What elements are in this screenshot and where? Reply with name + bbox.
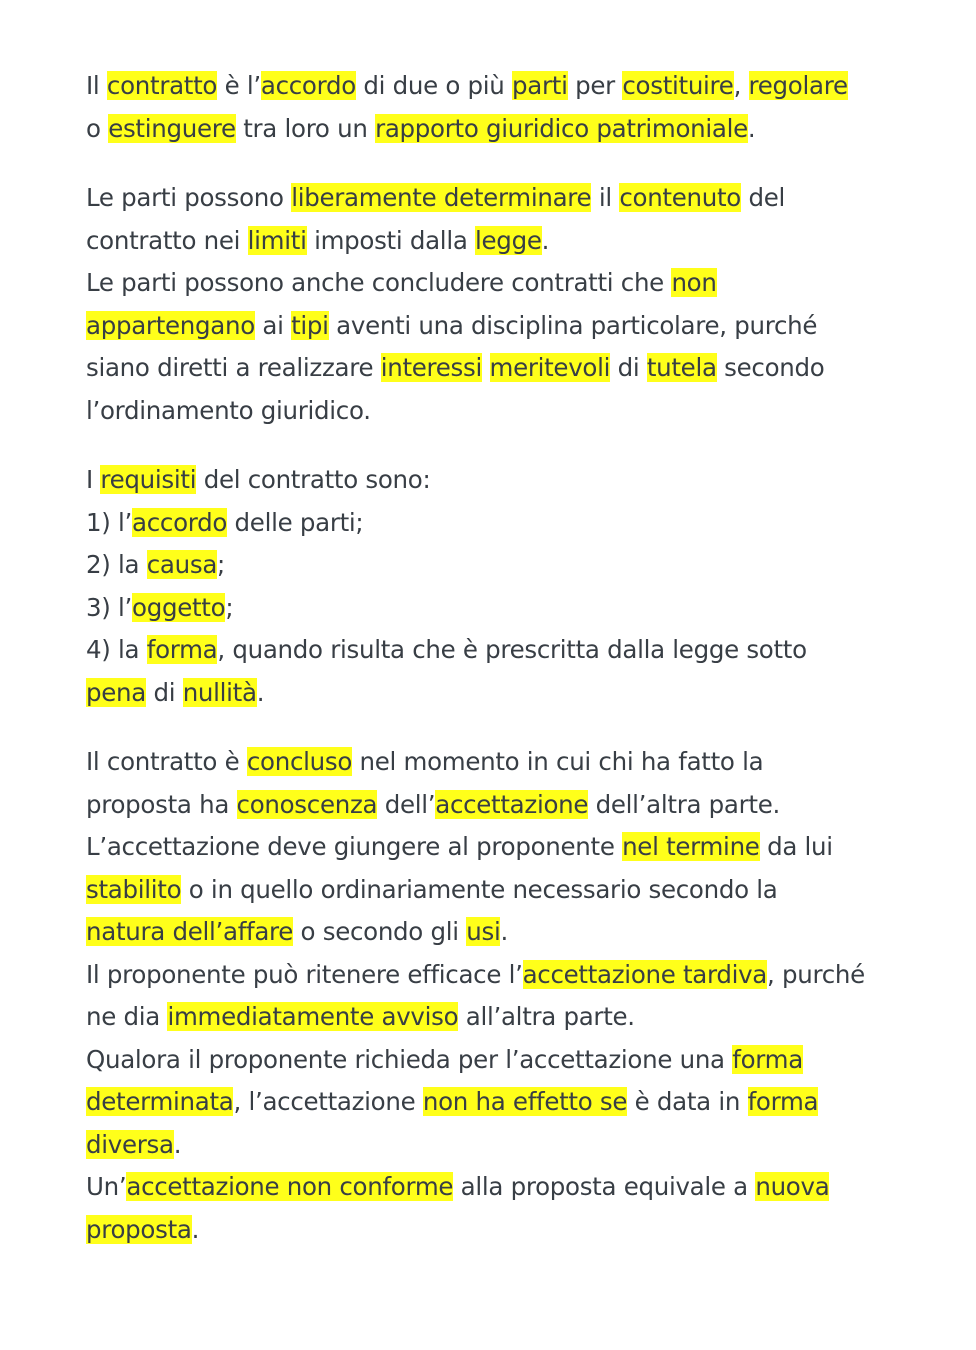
document-page: [86, 65, 946, 1278]
text-segment: ;: [217, 550, 226, 579]
text-segment: dell’: [377, 789, 436, 819]
highlighted-term: forma: [732, 1044, 803, 1074]
text-segment: 4) la: [86, 635, 147, 664]
highlighted-term: estinguere: [108, 113, 236, 143]
text-segment: .: [173, 1129, 182, 1159]
highlighted-term: parti: [512, 71, 568, 100]
text-line: [86, 220, 946, 263]
text-segment: del: [740, 183, 785, 212]
highlighted-term: oggetto: [132, 592, 226, 622]
text-segment: imposti dalla: [306, 225, 476, 255]
highlighted-term: contenuto: [619, 183, 741, 212]
text-segment: [482, 353, 490, 382]
text-segment: .: [191, 1214, 200, 1244]
highlighted-term: usi: [466, 917, 501, 946]
text-segment: 3) l’: [86, 592, 133, 622]
text-segment: ,: [733, 71, 749, 100]
highlighted-term: appartengano: [86, 310, 255, 340]
highlighted-term: costituire: [622, 71, 734, 100]
text-segment: .: [500, 917, 508, 946]
paragraph: [86, 741, 946, 1251]
highlighted-term: accordo: [132, 507, 228, 537]
highlighted-term: stabilito: [86, 874, 182, 904]
text-segment: di due o più: [355, 71, 513, 100]
text-line: [86, 629, 946, 672]
text-segment: Il contratto è: [86, 747, 247, 776]
highlighted-term: concluso: [246, 747, 353, 776]
highlighted-term: regolare: [748, 71, 848, 100]
paragraph: [86, 459, 946, 714]
paragraph: [86, 65, 946, 150]
text-segment: è l’: [217, 71, 261, 100]
highlighted-term: pena: [86, 677, 146, 707]
text-line: [86, 1166, 946, 1209]
text-segment: proposta ha: [86, 789, 237, 819]
text-segment: I: [86, 465, 101, 494]
text-segment: di: [145, 677, 183, 707]
highlighted-term: non: [671, 268, 717, 297]
text-segment: è data in: [627, 1087, 748, 1116]
highlighted-term: meritevoli: [489, 353, 611, 382]
text-segment: contratto nei: [86, 225, 248, 255]
text-line: [86, 784, 946, 827]
text-segment: Qualora il proponente richieda per l’accettazione una: [86, 1044, 733, 1074]
text-segment: nel momento in cui chi ha fatto la: [352, 747, 764, 776]
highlighted-term: conoscenza: [236, 789, 378, 819]
paragraph: [86, 177, 946, 432]
text-segment: all’altra parte.: [458, 1002, 635, 1031]
highlighted-term: nullità: [182, 677, 257, 707]
text-segment: secondo: [716, 353, 825, 382]
text-line: [86, 390, 946, 433]
text-line: [86, 996, 946, 1039]
text-segment: da lui: [759, 832, 833, 861]
highlighted-term: limiti: [247, 225, 307, 255]
text-segment: Il proponente può ritenere efficace l’: [86, 959, 523, 989]
highlighted-term: rapporto giuridico patrimoniale: [375, 113, 748, 143]
text-line: [86, 1124, 946, 1167]
highlighted-term: nuova: [755, 1172, 830, 1201]
text-segment: , l’accettazione: [233, 1087, 423, 1116]
text-segment: , purché: [767, 959, 865, 989]
text-line: [86, 672, 946, 715]
text-segment: Le parti possono anche concludere contratti che: [86, 268, 672, 297]
highlighted-term: causa: [146, 550, 218, 579]
highlighted-term: requisiti: [100, 465, 197, 494]
text-segment: o secondo gli: [293, 917, 467, 946]
highlighted-term: proposta: [86, 1214, 192, 1244]
text-line: [86, 869, 946, 912]
text-segment: di: [610, 353, 647, 382]
text-line: [86, 108, 946, 151]
highlighted-term: contratto: [106, 71, 218, 100]
highlighted-term: accettazione tardiva: [522, 959, 768, 989]
text-segment: .: [747, 113, 756, 143]
highlighted-term: accettazione non conforme: [126, 1172, 454, 1201]
text-line: [86, 262, 946, 305]
text-line: [86, 954, 946, 997]
highlighted-term: diversa: [86, 1129, 174, 1159]
highlighted-term: legge: [475, 225, 542, 255]
text-line: [86, 502, 946, 545]
text-line: [86, 911, 946, 954]
highlighted-term: liberamente determinare: [291, 183, 592, 212]
text-line: [86, 347, 946, 390]
highlighted-term: tipi: [291, 310, 329, 340]
text-line: [86, 305, 946, 348]
text-segment: ;: [225, 592, 234, 622]
text-segment: 1) l’: [86, 507, 133, 537]
text-segment: aventi una disciplina particolare, purché: [328, 310, 818, 340]
text-segment: 2) la: [86, 550, 147, 579]
text-segment: .: [541, 225, 550, 255]
text-segment: Le parti possono: [86, 183, 292, 212]
highlighted-term: tutela: [646, 353, 717, 382]
text-segment: o in quello ordinariamente necessario secondo la: [181, 874, 778, 904]
text-segment: siano diretti a realizzare: [86, 353, 381, 382]
highlighted-term: natura dell’affare: [86, 917, 294, 946]
text-segment: ai: [254, 310, 292, 340]
text-line: [86, 1209, 946, 1252]
text-line: [86, 1039, 946, 1082]
text-line: [86, 177, 946, 220]
text-segment: per: [567, 71, 623, 100]
text-segment: , quando risulta che è prescritta dalla legge sotto: [217, 635, 807, 664]
highlighted-term: immediatamente avviso: [167, 1002, 459, 1031]
text-line: [86, 459, 946, 502]
text-segment: ne dia: [86, 1002, 168, 1031]
text-line: [86, 1081, 946, 1124]
text-segment: L’accettazione deve giungere al proponente: [86, 832, 623, 861]
text-segment: tra loro un: [235, 113, 376, 143]
highlighted-term: accordo: [260, 71, 356, 100]
text-segment: alla proposta equivale a: [453, 1172, 756, 1201]
highlighted-term: accettazione: [435, 789, 589, 819]
highlighted-term: forma: [146, 635, 218, 664]
text-segment: del contratto sono:: [196, 465, 431, 494]
text-segment: Il: [86, 71, 107, 100]
text-line: [86, 544, 946, 587]
text-line: [86, 741, 946, 784]
text-segment: dell’altra parte.: [588, 789, 780, 819]
text-line: [86, 587, 946, 630]
text-segment: .: [256, 677, 265, 707]
text-segment: delle parti;: [227, 507, 364, 537]
highlighted-term: interessi: [380, 353, 482, 382]
highlighted-term: nel termine: [622, 832, 760, 861]
highlighted-term: non ha effetto se: [422, 1087, 628, 1116]
text-segment: l’ordinamento giuridico.: [86, 395, 371, 425]
text-segment: il: [591, 183, 620, 212]
text-line: [86, 65, 946, 108]
text-line: [86, 826, 946, 869]
text-segment: Un’: [86, 1172, 127, 1201]
text-segment: o: [86, 113, 109, 143]
highlighted-term: forma: [747, 1087, 819, 1116]
highlighted-term: determinata: [86, 1087, 234, 1116]
